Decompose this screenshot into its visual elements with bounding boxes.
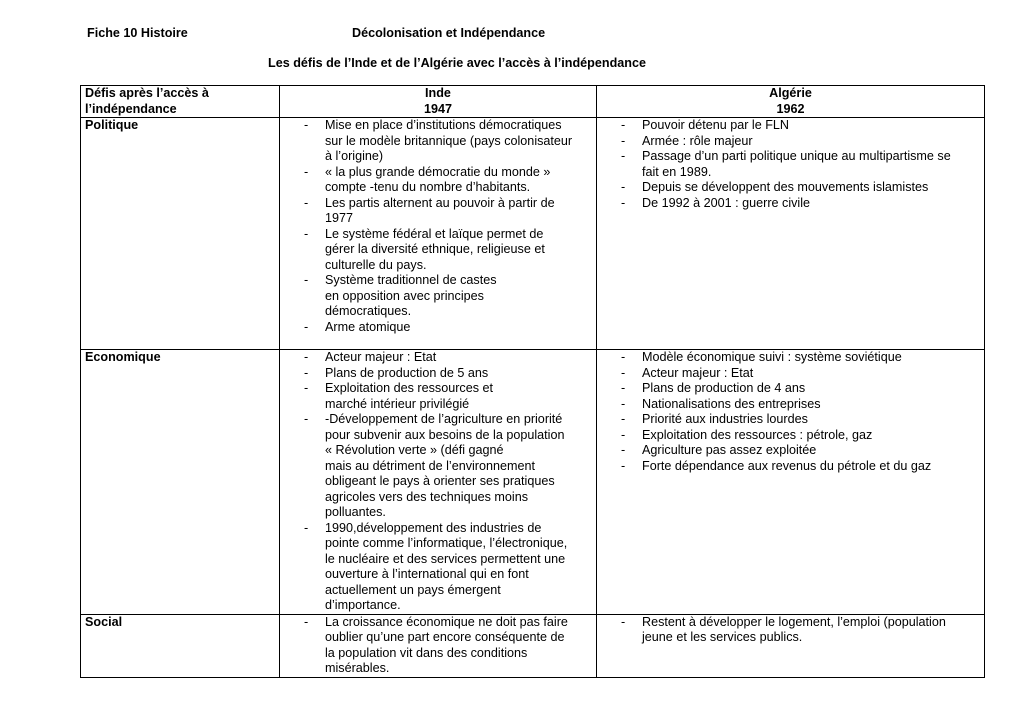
row-label: Economique — [81, 350, 280, 615]
list-item-text: Restent à développer le logement, l’emploi (population jeune et les services publics. — [642, 614, 946, 644]
list-item — [284, 412, 592, 521]
table-row — [81, 350, 985, 615]
list-item — [284, 320, 592, 336]
list-item — [284, 350, 592, 366]
list-item-text: Depuis se développent des mouvements islamistes — [642, 180, 929, 194]
list-item-text: Nationalisations des entreprises — [642, 396, 821, 411]
document-label: Fiche 10 Histoire — [87, 26, 188, 40]
list-item — [284, 273, 592, 320]
comparison-table — [80, 85, 985, 678]
dash-bullet-icon: - — [621, 350, 626, 364]
list-item — [284, 227, 592, 274]
list-item — [601, 196, 980, 212]
list-item-text: Priorité aux industries lourdes — [642, 412, 808, 426]
list-item-text: Système traditionnel de castes en opposition avec principes démocratiques. — [325, 273, 497, 318]
algerie-cell — [597, 118, 985, 350]
dash-bullet-icon: - — [621, 427, 626, 442]
header-line: l’indépendance — [85, 101, 177, 116]
list-item — [284, 196, 592, 227]
list-item — [601, 118, 980, 134]
dash-bullet-icon: - — [304, 319, 309, 334]
list-item-text: De 1992 à 2001 : guerre civile — [642, 195, 811, 210]
document-title: Décolonisation et Indépendance — [352, 26, 546, 40]
dash-bullet-icon: - — [621, 396, 626, 411]
list-item — [601, 443, 980, 459]
list-item-text: Pouvoir détenu par le FLN — [642, 118, 790, 132]
list-item — [601, 428, 980, 444]
list-item — [601, 366, 980, 382]
list-item-text: Mise en place d’institutions démocratiques sur le modèle britannique (pays colonisateur à l’origine) — [325, 118, 573, 163]
algerie-cell — [597, 614, 985, 677]
list-item-text: 1990,développement des industries de pointe comme l’informatique, l’électronique, le nucléaire et des services permettent une ouverture à l’international qui en font actuellement un pays émergent d’importance. — [325, 520, 568, 612]
list-item — [601, 350, 980, 366]
dash-bullet-icon: - — [621, 458, 626, 473]
header-algerie — [597, 86, 985, 118]
dash-bullet-icon: - — [621, 443, 626, 457]
list-item — [284, 521, 592, 614]
list-item-text: Agriculture pas assez exploitée — [642, 443, 817, 457]
dash-bullet-icon: - — [621, 195, 626, 210]
list-item — [284, 615, 592, 677]
header-line: Défis après l’accès à — [85, 86, 209, 100]
dash-bullet-icon: - — [621, 365, 626, 380]
list-item-text: -Développement de l’agriculture en priorité pour subvenir aux besoins de la population « Révolution verte » (défi gagné mais au détriment de l’environnement obligeant le pays à orienter ses pratiques agricoles vers des techniques moins polluantes. — [325, 412, 565, 519]
header-challenges — [81, 86, 280, 118]
header-line: Inde — [425, 86, 451, 100]
list-item-text: « la plus grande démocratie du monde » compte -tenu du nombre d’habitants. — [325, 164, 551, 194]
list-item — [601, 149, 980, 180]
algerie-cell — [597, 350, 985, 615]
list-item — [601, 180, 980, 196]
list-item-text: Forte dépendance aux revenus du pétrole et du gaz — [642, 458, 932, 473]
dash-bullet-icon: - — [304, 614, 309, 629]
inde-cell — [280, 350, 597, 615]
list-item-text: Arme atomique — [325, 319, 411, 334]
list-item-text: Acteur majeur : Etat — [325, 350, 437, 364]
inde-cell — [280, 118, 597, 350]
table-header-row — [81, 86, 985, 118]
dash-bullet-icon: - — [304, 118, 309, 132]
dash-bullet-icon: - — [621, 381, 626, 395]
header-line: 1947 — [423, 101, 453, 116]
dash-bullet-icon: - — [621, 149, 626, 163]
header-line: 1962 — [776, 101, 805, 116]
dash-bullet-icon: - — [621, 133, 626, 148]
dash-bullet-icon: - — [621, 118, 626, 132]
dash-bullet-icon: - — [304, 195, 309, 210]
dash-bullet-icon: - — [621, 614, 626, 629]
row-label: Politique — [81, 118, 280, 350]
list-item-text: Exploitation des ressources : pétrole, gaz — [642, 427, 873, 442]
list-item-text: La croissance économique ne doit pas faire oublier qu’une part encore conséquente de la population vit dans des conditions misérables. — [325, 614, 568, 675]
list-item-text: Exploitation des ressources et marché intérieur privilégié — [325, 381, 494, 411]
header-line: Algérie — [769, 86, 812, 100]
dash-bullet-icon: - — [304, 412, 309, 426]
dash-bullet-icon: - — [304, 226, 309, 241]
list-item-text: Les partis alternent au pouvoir à partir de 1977 — [325, 195, 555, 225]
list-item — [601, 459, 980, 475]
dash-bullet-icon: - — [304, 164, 309, 179]
list-item-text: Acteur majeur : Etat — [642, 365, 754, 380]
dash-bullet-icon: - — [621, 412, 626, 426]
list-item — [601, 381, 980, 397]
list-item-text: Passage d’un parti politique unique au multipartisme se fait en 1989. — [642, 149, 951, 179]
list-item — [601, 412, 980, 428]
list-item — [284, 366, 592, 382]
list-item — [284, 381, 592, 412]
list-item-text: Le système fédéral et laïque permet de gérer la diversité ethnique, religieuse et culturelle du pays. — [325, 226, 545, 272]
dash-bullet-icon: - — [304, 520, 309, 535]
document-subtitle: Les défis de l’Inde et de l’Algérie avec l’accès à l’indépendance — [268, 56, 646, 70]
dash-bullet-icon: - — [621, 180, 626, 194]
inde-cell — [280, 614, 597, 677]
dash-bullet-icon: - — [304, 381, 309, 395]
dash-bullet-icon: - — [304, 273, 309, 287]
dash-bullet-icon: - — [304, 350, 309, 364]
table-row — [81, 118, 985, 350]
table-row — [81, 614, 985, 677]
list-item — [601, 134, 980, 150]
list-item — [601, 397, 980, 413]
header-inde — [280, 86, 597, 118]
list-item — [284, 165, 592, 196]
list-item-text: Modèle économique suivi : système soviétique — [642, 350, 902, 364]
list-item-text: Plans de production de 4 ans — [642, 381, 806, 395]
row-label: Social — [81, 614, 280, 677]
list-item — [284, 118, 592, 165]
list-item-text: Plans de production de 5 ans — [325, 365, 489, 380]
dash-bullet-icon: - — [304, 365, 309, 380]
list-item — [601, 615, 980, 646]
list-item-text: Armée : rôle majeur — [642, 133, 753, 148]
